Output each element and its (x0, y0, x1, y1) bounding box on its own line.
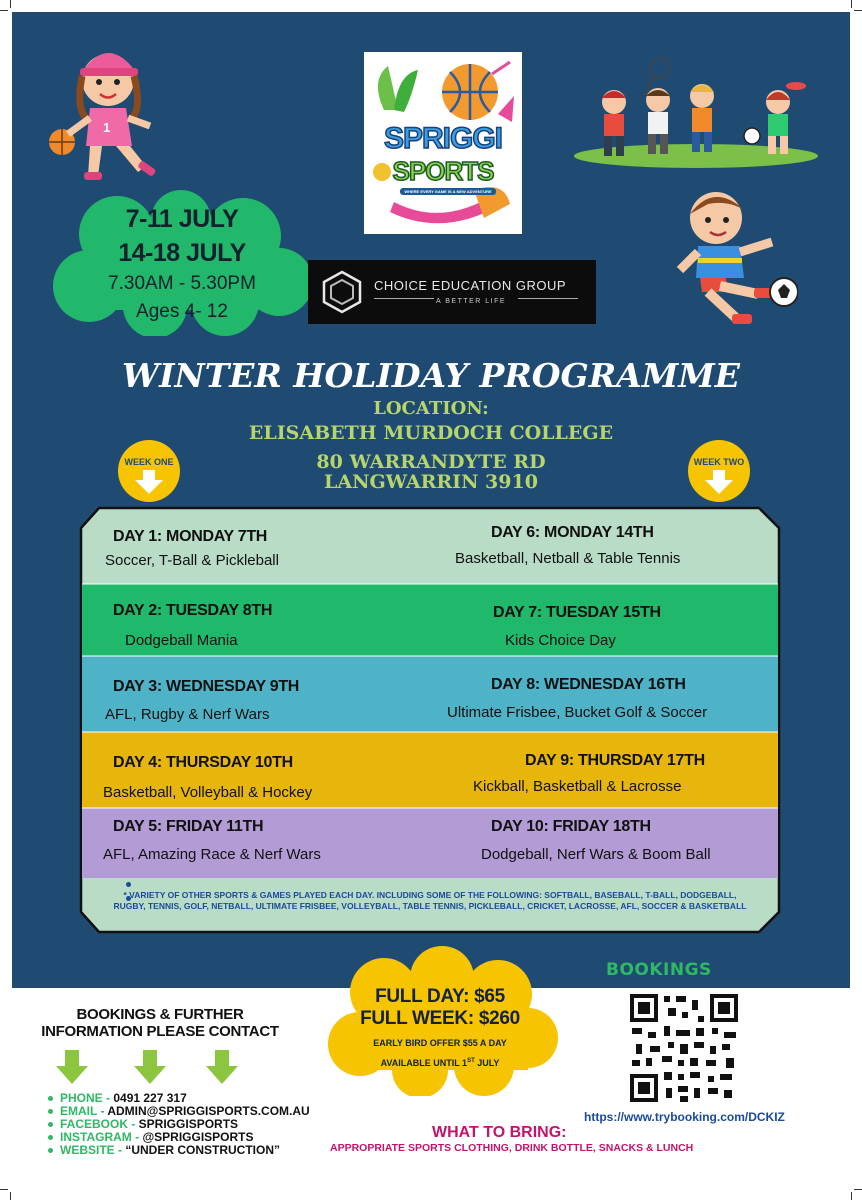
day-5-activities: AFL, Amazing Race & Nerf Wars (103, 846, 321, 863)
day-8-activities: Ultimate Frisbee, Bucket Golf & Soccer (447, 704, 708, 721)
bullet-icon (126, 882, 131, 887)
ceg-tagline: A BETTER LIFE (436, 298, 507, 305)
location-street: 80 WARRANDYTE RD (316, 451, 546, 473)
location-label: LOCATION: (373, 398, 489, 419)
day-9-activities: Kickball, Basketball & Lacrosse (473, 778, 682, 795)
ceg-hexagon-icon (320, 270, 364, 314)
crop-mark (0, 10, 8, 11)
location-suburb: LANGWARRIN 3910 (324, 471, 538, 493)
crop-mark (10, 0, 11, 8)
schedule-table (79, 506, 781, 934)
day-3-activities: AFL, Rugby & Nerf Wars (105, 706, 270, 723)
early-bird-offer: EARLY BIRD OFFER $55 A DAY (373, 1038, 507, 1048)
day-8-heading: DAY 8: WEDNESDAY 16TH (491, 676, 686, 693)
contact-heading-line2: INFORMATION PLEASE CONTACT (41, 1023, 279, 1040)
day-10-activities: Dodgeball, Nerf Wars & Boom Ball (481, 846, 711, 863)
day-5-heading: DAY 5: FRIDAY 11TH (113, 818, 264, 835)
bullet-icon (48, 1122, 53, 1127)
kids-playing-illustration (572, 40, 820, 170)
girl-basketball-illustration (46, 38, 176, 186)
ceg-rule (518, 298, 578, 299)
day-1-activities: Soccer, T-Ball & Pickleball (105, 552, 279, 569)
soccer-boy-illustration (668, 182, 798, 332)
bullet-icon (48, 1148, 53, 1153)
week-one-label: WEEK ONE (124, 457, 174, 467)
logo-word-sports: SPORTS (392, 156, 494, 186)
other-sports-note: * VARIETY OF OTHER SPORTS & GAMES PLAYED EACH DAY. INCLUDING SOME OF THE FOLLOWING: SOFTBALL, BASEBALL, T-BALL, DODGEBALL, RUGBY, TENNIS, GOLF, NETBALL, ULTIMATE FRISBEE, VOLLEYBALL, TABLE TENNIS, PICKLEBALL, CRICKET, LACROSSE, AFL, SOCCER & BASKETBALL (113, 890, 747, 911)
day-6-heading: DAY 6: MONDAY 14TH (491, 524, 654, 541)
svg-text:1: 1 (103, 120, 111, 135)
full-day-price: FULL DAY: $65 (375, 986, 505, 1007)
program-hours: 7.30AM - 5.30PM (108, 273, 256, 294)
bookings-heading: BOOKINGS (606, 960, 712, 980)
contact-heading (30, 1006, 290, 1040)
spriggi-sports-logo (364, 52, 522, 234)
contact-heading-line1: BOOKINGS & FURTHER (76, 1006, 244, 1023)
day-4-activities: Basketball, Volleyball & Hockey (103, 784, 313, 801)
day-9-heading: DAY 9: THURSDAY 17TH (525, 752, 705, 769)
contact-website: WEBSITE - “UNDER CONSTRUCTION” (48, 1144, 280, 1157)
crop-mark (851, 0, 852, 8)
day-1-heading: DAY 1: MONDAY 7TH (113, 528, 268, 545)
dates-panel (82, 202, 282, 326)
bullet-icon (48, 1135, 53, 1140)
day-6-activities: Basketball, Netball & Table Tennis (455, 550, 681, 567)
down-arrow-icon (56, 1050, 88, 1084)
crop-mark (854, 1189, 862, 1190)
down-arrow-icon (134, 1050, 166, 1084)
crop-mark (854, 10, 862, 11)
day-7-heading: DAY 7: TUESDAY 15TH (493, 604, 661, 621)
contact-email[interactable]: EMAIL - ADMIN@SPRIGGISPORTS.COM.AU (48, 1105, 310, 1118)
down-arrow-icon (705, 470, 733, 494)
poster-background (12, 12, 850, 988)
contact-facebook[interactable]: FACEBOOK - SPRIGGISPORTS (48, 1118, 238, 1131)
week-two-label: WEEK TWO (693, 457, 745, 467)
contact-phone[interactable]: PHONE - 0491 227 317 (48, 1092, 187, 1105)
pricing-panel (340, 986, 540, 1072)
full-week-price: FULL WEEK: $260 (360, 1008, 520, 1029)
booking-qr-code[interactable] (628, 992, 740, 1104)
ceg-rule (374, 298, 434, 299)
location-venue: ELISABETH MURDOCH COLLEGE (248, 422, 614, 444)
contact-instagram[interactable]: INSTAGRAM - @SPRIGGISPORTS (48, 1131, 254, 1144)
green-arrows (56, 1050, 246, 1086)
crop-mark (0, 1189, 8, 1190)
week-one-badge (118, 440, 180, 502)
logo-tagline: WHERE EVERY GAME IS A NEW ADVENTURE (400, 188, 496, 195)
bullet-icon (48, 1109, 53, 1114)
day-10-heading: DAY 10: FRIDAY 18TH (491, 818, 651, 835)
early-bird-deadline: AVAILABLE UNTIL 1ST JULY (380, 1058, 500, 1068)
down-arrow-icon (135, 470, 163, 494)
programme-title: WINTER HOLIDAY PROGRAMME (122, 356, 740, 395)
age-range: Ages 4- 12 (136, 301, 228, 322)
crop-mark (851, 1192, 852, 1200)
booking-url-link[interactable]: https://www.trybooking.com/DCKIZ (584, 1110, 785, 1124)
week-one-dates: 7-11 JULY (125, 205, 239, 233)
week-two-badge (688, 440, 750, 502)
choice-education-group-logo (308, 260, 596, 324)
day-2-activities: Dodgeball Mania (125, 632, 238, 649)
ceg-name: CHOICE EDUCATION GROUP (374, 278, 567, 293)
day-4-heading: DAY 4: THURSDAY 10TH (113, 754, 293, 771)
day-3-heading: DAY 3: WEDNESDAY 9TH (113, 678, 300, 695)
what-to-bring-heading: WHAT TO BRING: (432, 1124, 567, 1141)
down-arrow-icon (206, 1050, 238, 1084)
week-two-dates: 14-18 JULY (118, 239, 246, 267)
day-2-heading: DAY 2: TUESDAY 8TH (113, 602, 273, 619)
crop-mark (10, 1192, 11, 1200)
bullet-icon (48, 1096, 53, 1101)
day-7-activities: Kids Choice Day (505, 632, 616, 649)
what-to-bring-text: APPROPRIATE SPORTS CLOTHING, DRINK BOTTLE, SNACKS & LUNCH (330, 1142, 694, 1154)
logo-word-spriggi: SPRIGGI (383, 122, 503, 155)
